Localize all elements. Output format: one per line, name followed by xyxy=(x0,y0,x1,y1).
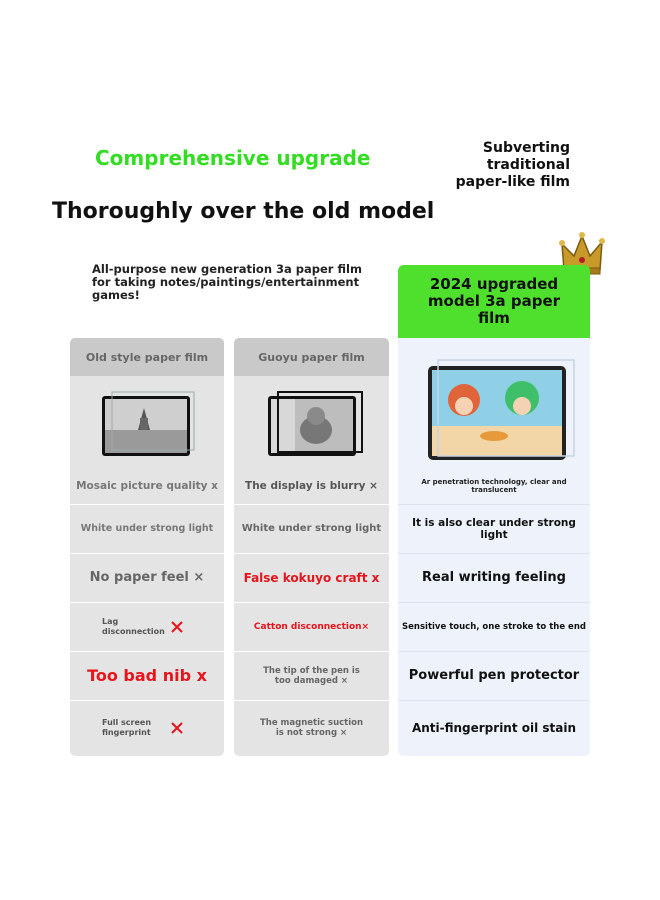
new-row-6: Anti-fingerprint oil stain xyxy=(411,721,577,735)
column-header-guoyu: Guoyu paper film xyxy=(234,338,389,376)
tagline-line-1: Subverting traditional xyxy=(482,140,570,173)
tablet-image-old xyxy=(100,390,196,462)
tablet-image-new xyxy=(426,356,576,464)
tagline xyxy=(400,140,570,191)
old-row-4: Lag disconnection xyxy=(70,602,224,651)
new-row-3: Real writing feeling xyxy=(422,570,566,585)
new-film-header: 2024 upgraded model 3a paper film xyxy=(398,265,590,338)
cross-icon xyxy=(170,721,184,735)
new-row-2: It is also clear under strong light xyxy=(412,516,576,541)
old-row-6: Full screen fingerprint xyxy=(70,700,224,756)
new-row-4: Sensitive touch, one stroke to the end xyxy=(402,621,586,632)
column-guoyu xyxy=(234,338,389,756)
tablet-image-guoyu xyxy=(264,388,364,464)
guoyu-row-1: The display is blurry × xyxy=(245,480,378,492)
guoyu-row-2: White under strong light xyxy=(241,523,382,534)
old-row-5: Too bad nib x xyxy=(87,666,207,685)
tagline-line-2: paper-like film xyxy=(455,174,570,190)
cross-icon xyxy=(170,620,184,634)
new-row-5: Powerful pen protector xyxy=(408,668,580,683)
old-row-3: No paper feel × xyxy=(89,570,205,585)
column-new-3a xyxy=(398,338,590,756)
guoyu-row-4: Catton disconnection× xyxy=(253,621,370,632)
column-header-old: Old style paper film xyxy=(70,338,224,376)
new-row-1: Ar penetration technology, clear and translucent xyxy=(421,478,567,494)
main-title: Thoroughly over the old model xyxy=(52,199,435,224)
guoyu-row-5: The tip of the pen is too damaged × xyxy=(263,665,360,686)
old-row-2: White under strong light xyxy=(80,523,214,534)
headline-green: Comprehensive upgrade xyxy=(95,146,371,170)
column-old-style xyxy=(70,338,224,756)
intro-text: All-purpose new generation 3a paper film for taking notes/paintings/entertainment games! xyxy=(92,262,362,302)
guoyu-row-3: False kokuyo craft x xyxy=(243,570,380,585)
old-row-1: Mosaic picture quality x xyxy=(76,480,218,492)
guoyu-row-6: The magnetic suction is not strong × xyxy=(259,718,364,738)
